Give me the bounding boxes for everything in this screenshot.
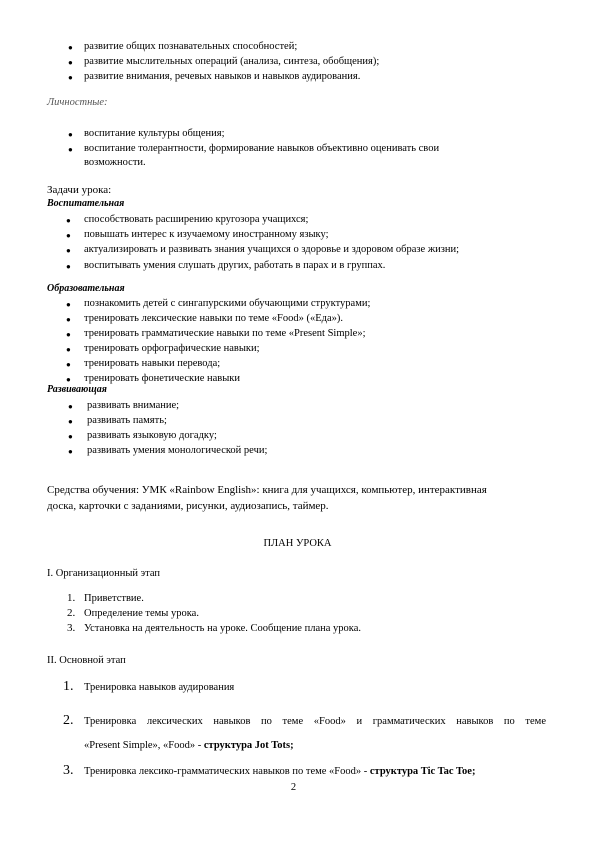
list-item-continuation — [84, 739, 294, 752]
bullet-dot: ● — [66, 360, 71, 369]
developing-heading: Развивающая — [47, 384, 107, 395]
list-number: 2. — [67, 607, 76, 619]
list-item: развитие мыслительных операций (анализа, синтеза, обобщения); — [84, 56, 380, 67]
tasks-heading: Задачи урока: — [47, 184, 112, 196]
bullet-dot: ● — [66, 300, 71, 309]
list-item-continuation: возможности. — [84, 157, 146, 168]
list-item: развитие общих познавательных способностей; — [84, 41, 298, 52]
list-item-text: Тренировка лексико-грамматических навыков по теме «Food» - — [84, 766, 370, 777]
list-item: Установка на деятельность на уроке. Сообщение плана урока. — [84, 623, 361, 634]
bullet-dot: ● — [66, 330, 71, 339]
list-item: развивать умения монологической речи; — [87, 445, 268, 456]
bullet-dot: ● — [68, 417, 73, 426]
bullet-dot: ● — [66, 375, 71, 384]
bullet-dot: ● — [66, 216, 71, 225]
bullet-dot: ● — [68, 43, 73, 52]
bullet-dot: ● — [66, 345, 71, 354]
list-item: воспитание толерантности, формирование навыков объективно оценивать свои — [84, 143, 440, 154]
list-item: тренировать навыки перевода; — [84, 358, 221, 369]
structure-name: структура Jot Tots; — [203, 740, 294, 751]
bullet-dot: ● — [68, 432, 73, 441]
list-item: тренировать лексические навыки по теме «Food» («Еда»). — [84, 313, 344, 324]
list-item: повышать интерес к изучаемому иностранному языку; — [84, 229, 329, 240]
list-item: Приветствие. — [84, 593, 144, 604]
means-line-1: Средства обучения: УМК «Rainbow English»: книга для учащихся, компьютер, интерактивная — [47, 484, 487, 496]
list-item: воспитание культуры общения; — [84, 128, 225, 139]
list-number: 3. — [67, 622, 76, 634]
stage2-title: II. Основной этап — [47, 655, 126, 666]
list-number: 1. — [63, 679, 74, 694]
list-item: тренировать грамматические навыки по теме «Present Simple»; — [84, 328, 366, 339]
bullet-dot: ● — [66, 262, 71, 271]
list-item: Определение темы урока. — [84, 608, 199, 619]
means-line-2: доска, карточки с заданиями, рисунки, аудиозапись, таймер. — [47, 500, 329, 512]
list-number: 3. — [63, 763, 74, 778]
plan-title: ПЛАН УРОКА — [263, 538, 332, 549]
bullet-dot: ● — [68, 447, 73, 456]
list-item-text: «Present Simple», «Food» - — [84, 740, 204, 751]
list-item — [84, 765, 475, 778]
list-item: Тренировка навыков аудирования — [84, 682, 235, 693]
list-item: тренировать фонетические навыки — [84, 373, 240, 384]
list-item: познакомить детей с сингапурскими обучающими структурами; — [84, 298, 371, 309]
teaching-heading: Образовательная — [47, 283, 125, 294]
bullet-dot: ● — [68, 73, 73, 82]
list-number: 2. — [63, 713, 74, 728]
personal-heading: Личностные: — [47, 97, 108, 108]
bullet-dot: ● — [66, 315, 71, 324]
bullet-dot: ● — [66, 231, 71, 240]
structure-name: структура Tic Tac Toe; — [369, 766, 476, 777]
bullet-dot: ● — [68, 130, 73, 139]
list-item: воспитывать умения слушать других, работать в парах и в группах. — [84, 260, 386, 271]
bullet-dot: ● — [68, 145, 73, 154]
list-item: актуализировать и развивать знания учащихся о здоровье и здоровом образе жизни; — [84, 244, 460, 255]
list-item: развивать внимание; — [87, 400, 180, 411]
list-item: тренировать орфографические навыки; — [84, 343, 260, 354]
list-item: развивать память; — [87, 415, 167, 426]
bullet-dot: ● — [66, 246, 71, 255]
list-item: развитие внимания, речевых навыков и навыков аудирования. — [84, 71, 361, 82]
list-item: развивать языковую догадку; — [87, 430, 217, 441]
educational-heading: Воспитательная — [47, 198, 125, 209]
bullet-dot: ● — [68, 58, 73, 67]
list-number: 1. — [67, 592, 76, 604]
list-item: способствовать расширению кругозора учащихся; — [84, 214, 309, 225]
list-item: Тренировка лексических навыков по теме «Food» и грамматических навыков по теме — [84, 716, 546, 727]
bullet-dot: ● — [68, 402, 73, 411]
page-number: 2 — [290, 782, 297, 793]
stage1-title: I. Организационный этап — [47, 568, 160, 579]
